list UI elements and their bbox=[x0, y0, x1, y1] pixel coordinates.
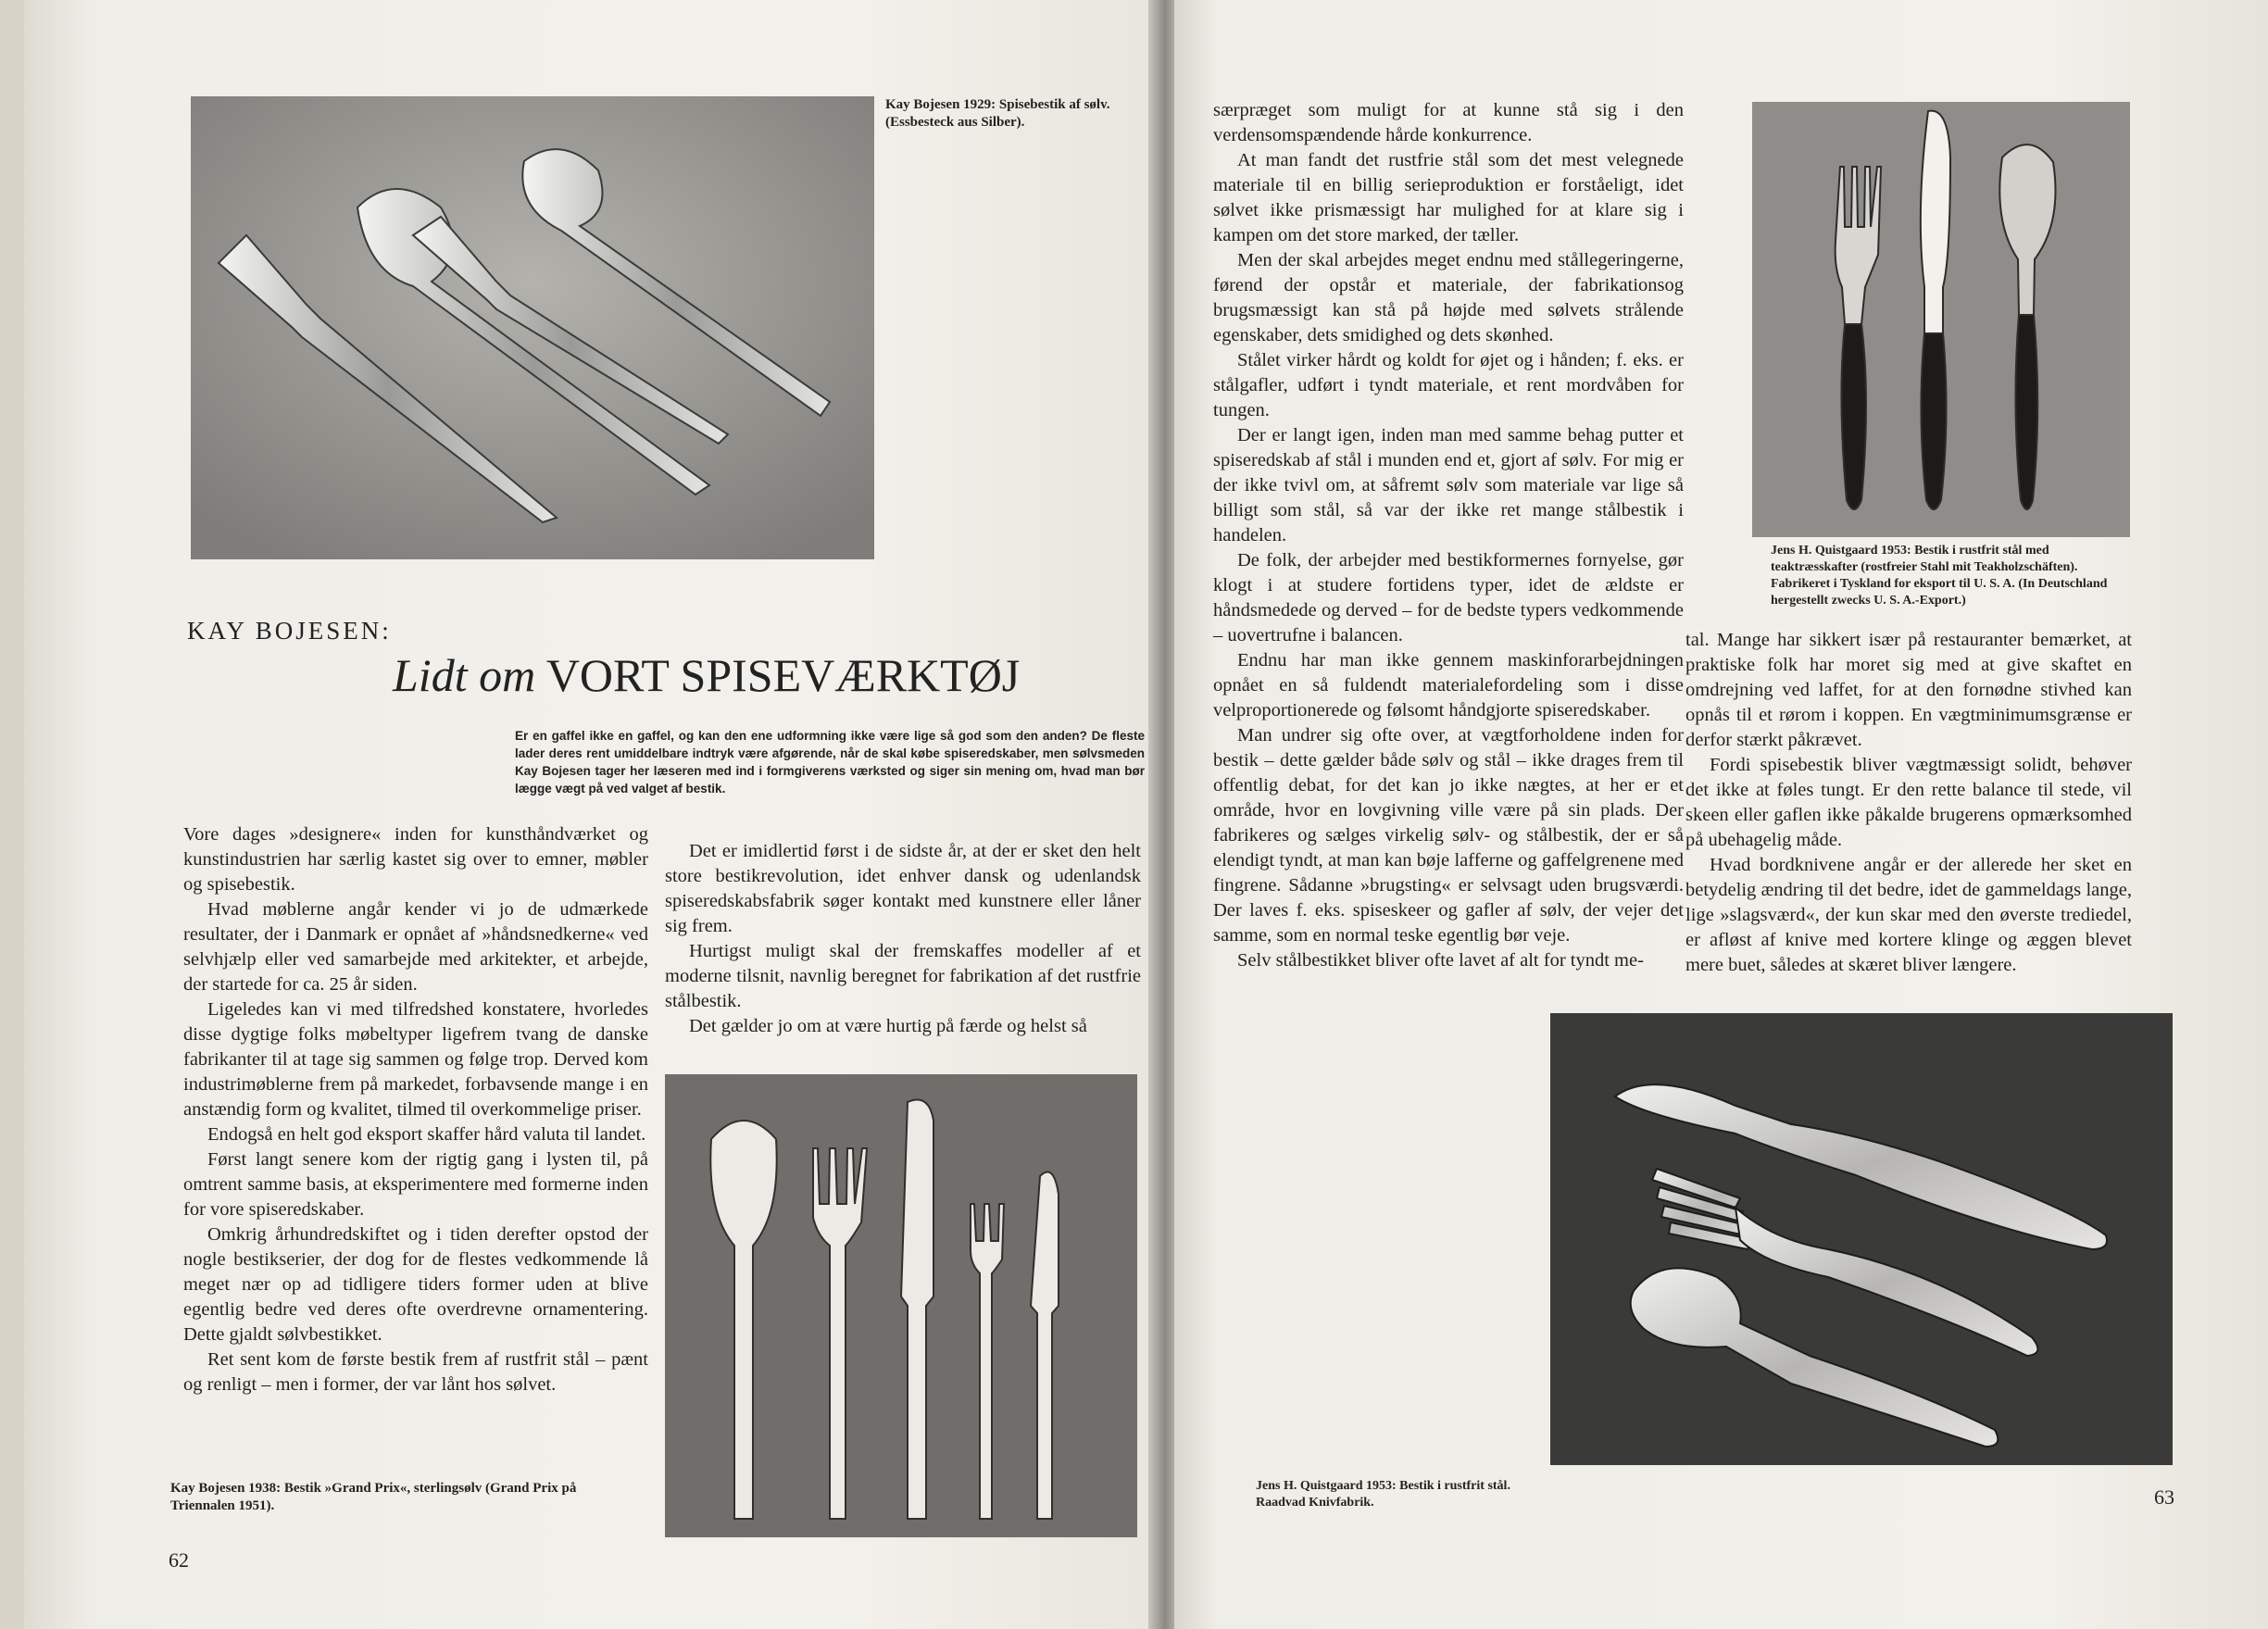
photo-teak-cutlery bbox=[1752, 102, 2130, 537]
paragraph: Vore dages »designere« inden for kunsthåndværket og kunstindustrien har særlig kastet sig over to emner, møbler og spisebestik. bbox=[183, 824, 648, 895]
paragraph: Endogså en helt god eksport skaffer hård valuta til landet. bbox=[207, 1124, 646, 1145]
paragraph: Hvad møblerne angår kender vi jo de udmærkede resultater, der i Danmark er opnået af »håndsnedkerne« ved selvhjælp eller ved samarbejde med arkitekter, et arbejde, der startede for ca. 25 år siden. bbox=[183, 899, 648, 995]
title-italic: Lidt om bbox=[393, 649, 536, 701]
paragraph: Ligeledes kan vi med tilfredshed konstatere, hvorledes disse dygtige folks møbeltyper ligefrem tvang de danske fabrikanter til at tage sig sammen og følge trop. Derved kom industrimøblerne frem på markedet, forbavsende mange i en anstændig form og kvalitet, tilmed til overkommelige priser. bbox=[183, 999, 648, 1120]
left-page bbox=[24, 0, 1172, 1629]
paragraph: Det er imidlertid først i de sidste år, at der er sket den helt store bestikrevolution, idet enhver dansk og udenlandsk spiseredskabsfabrik søger kontakt med kunstnere eller låner sig frem. bbox=[665, 841, 1141, 936]
photo-grand-prix-cutlery bbox=[665, 1074, 1137, 1537]
paragraph: Fordi spisebestik bliver vægtmæssigt solidt, behøver det ikke at føles tungt. Er den rette balance til stede, vil skeen eller gaflen ikke påkalde brugerens opmærksomhed på ubehagelig måde. bbox=[1685, 755, 2132, 850]
photo-silver-caption: Kay Bojesen 1929: Spisebestik af sølv. (Essbesteck aus Silber). bbox=[885, 97, 1110, 130]
photo-steel-cutlery bbox=[1550, 1013, 2173, 1465]
paragraph: Omkrig århundredskiftet og i tiden derefter opstod der nogle bestikserier, der dog for de flestes vedkommende lå meget nær op ad tidligere tiders former uden at blive egentlig bedre ved deres ofte overdrevne ornamentering. Dette gjaldt sølvbestikket. bbox=[183, 1224, 648, 1345]
paragraph: Ret sent kom de første bestik frem af rustfrit stål – pænt og renligt – men i former, der var lånt hos sølvet. bbox=[183, 1349, 648, 1395]
right-page bbox=[1174, 0, 2268, 1629]
paragraph: Der er langt igen, inden man med samme behag putter et spiseredskab af stål i munden end et, gjort af sølv. For mig er der ikke tvivl om, at såfremt sølv som materiale var lige så billigt som stål, så var der ikke ret mange stålbestik i handelen. bbox=[1213, 425, 1684, 545]
right-column-2 bbox=[1685, 628, 2132, 978]
lead-paragraph: Er en gaffel ikke en gaffel, og kan den ene udformning ikke være lige så god som den anden? De fleste lader deres rent umiddelbare indtryk være afgørende, når de skal købe spiseredskaber, men sølvsmeden Kay Bojesen tager her læseren med ind i formgiverens værksted og siger sin mening om, hvad man bør lægge vægt på ved valget af bestik. bbox=[515, 729, 1145, 796]
paragraph: Det gælder jo om at være hurtig på færde og helst så bbox=[689, 1016, 1087, 1036]
paragraph: Selv stålbestikket bliver ofte lavet af alt for tyndt me- bbox=[1237, 950, 1644, 971]
cutlery-photo-steel-icon bbox=[1550, 1013, 2173, 1465]
photo-teak-caption: Jens H. Quistgaard 1953: Bestik i rustfrit stål med teaktræsskafter (rostfreier Stahl mit Teakholzschäften). Fabrikeret i Tyskland for eksport til U. S. A. (In Deutschland hergestellt zwecks U. S. A.-Export.) bbox=[1771, 544, 2108, 608]
paragraph: tal. Mange har sikkert især på restauranter bemærket, at praktiske folk har moret sig med at give skaftet en omdrejning ved laffet, for at den fornødne stivhed kan opnås til et rørom i koppen. En vægtminimumsgrænse er derfor stærkt påkrævet. bbox=[1685, 630, 2132, 750]
author-name: KAY BOJESEN: bbox=[187, 617, 392, 645]
page-number-left: 62 bbox=[169, 1548, 189, 1572]
article-title bbox=[393, 648, 1020, 702]
paragraph: Man undrer sig ofte over, at vægtforholdene inden for bestik – dette gælder både sølv og stål – ikke drages frem til offentlig debat, for det kan jo ikke nægtes, at her er et område, hvor en lovgivning ville være på sin plads. Der fabrikeres og sælges virkelig sølv- og stålbestik, der er så elendigt tyndt, at man kan bøje lafferne og gaffelgrenene med fingrene. Sådanne »brugsting« er selvsagt uden brugsværdi. Der laves f. eks. spiseskeer og gafler af sølv, der vejer det samme, som en normal teske egentlig bør veje. bbox=[1213, 725, 1684, 946]
paragraph: Stålet virker hårdt og koldt for øjet og i hånden; f. eks. er stålgafler, udført i tyndt materiale, et rent mordvåben for tungen. bbox=[1213, 350, 1684, 420]
left-column-2 bbox=[665, 839, 1141, 1039]
left-column-1 bbox=[183, 822, 648, 1397]
photo-steel-caption: Jens H. Quistgaard 1953: Bestik i rustfrit stål. Raadvad Knivfabrik. bbox=[1256, 1479, 1510, 1510]
paragraph: Hvad bordknivene angår er der allerede her sket en betydelig ændring til det bedre, idet de gammeldags lange, lige »slagsværd«, der kun skar med den øverste trediedel, er afløst af knive med kortere klinge og æggen blevet mere buet, således at skæret bliver længere. bbox=[1685, 855, 2132, 975]
paragraph: særpræget som muligt for at kunne stå sig i den verdensomspændende hårde konkurrence. bbox=[1213, 100, 1684, 145]
previous-page-edge bbox=[0, 0, 24, 1629]
right-column-1 bbox=[1213, 98, 1684, 973]
paragraph: Endnu har man ikke gennem maskinforarbejdningen opnået en så fuldendt materialefordeling som i disse velproportionerede og følsomt håndgjorte spiseredskaber. bbox=[1213, 650, 1684, 721]
page-number-right: 63 bbox=[2154, 1485, 2174, 1509]
cutlery-photo-teak-icon bbox=[1752, 102, 2130, 537]
title-main: VORT SPISEVÆRKTØJ bbox=[545, 649, 1021, 701]
paragraph: Hurtigst muligt skal der fremskaffes modeller af et moderne tilsnit, navnlig beregnet for fabrikation af det rustfrie stålbestik. bbox=[665, 941, 1141, 1011]
paragraph: Men der skal arbejdes meget endnu med stållegeringerne, førend der opstår et materiale, der fabrikationsog brugsmæssigt kan stå på højde med sølvets strålende egenskaber, dets smidighed og dets skønhed. bbox=[1213, 250, 1684, 345]
photo-grand-prix-caption: Kay Bojesen 1938: Bestik »Grand Prix«, sterlingsølv (Grand Prix på Triennalen 1951). bbox=[170, 1481, 577, 1513]
paragraph: At man fandt det rustfrie stål som det mest velegnede materiale til en billig serieproduktion er forståeligt, idet sølvet ikke prismæssigt har mulighed for at klare sig i kampen om det store marked, der tæller. bbox=[1213, 150, 1684, 245]
paragraph: Først langt senere kom der rigtig gang i lysten til, på omtrent samme basis, at eksperimentere med formerne inden for vore spiseredskaber. bbox=[183, 1149, 648, 1220]
photo-silver-cutlery bbox=[191, 96, 874, 559]
cutlery-photo-silver-icon bbox=[191, 96, 874, 559]
paragraph: De folk, der arbejder med bestikformernes fornyelse, gør klogt i at studere fortidens typer, idet de ældste er håndsmedede og derved – for de bedste typers vedkommende – uovertrufne i balancen. bbox=[1213, 550, 1684, 645]
cutlery-photo-grand-prix-icon bbox=[665, 1074, 1137, 1537]
